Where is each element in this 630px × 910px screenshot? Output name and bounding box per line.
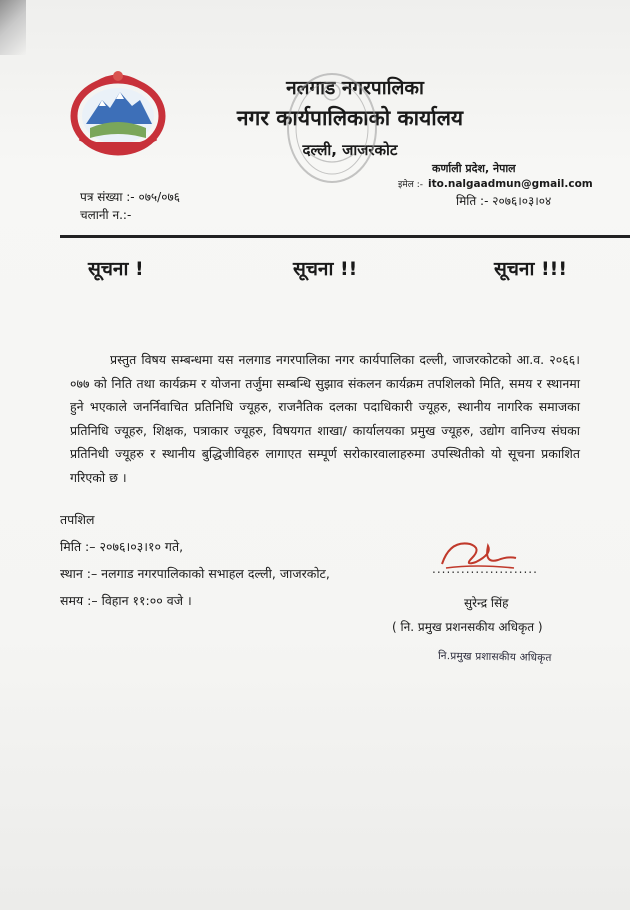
notice-title-3: सूचना !!! — [494, 258, 567, 280]
municipality-name: नलगाड नगरपालिका — [286, 77, 424, 99]
header-divider — [60, 235, 630, 238]
nepal-emblem-icon — [66, 66, 170, 156]
reference-number: पत्र संख्या :- ०७५/०७६ — [80, 190, 180, 204]
office-address: दल्ली, जाजरकोट — [302, 141, 398, 159]
dispatch-number: चलानी न.:- — [80, 208, 132, 222]
scan-shadow — [0, 0, 26, 55]
signature-line: ...................... — [432, 562, 538, 576]
office-seal-icon — [284, 70, 380, 188]
province: कर्णाली प्रदेश, नेपाल — [432, 162, 516, 175]
email-address: ito.nalgaadmun@gmail.com — [428, 178, 593, 190]
signatory-title: ( नि. प्रमुख प्रशनसकीय अधिकृत ) — [392, 620, 543, 634]
notice-paragraph: प्रस्तुत विषय सम्बन्धमा यस नलगाड नगरपालिका नगर कार्यपालिका दल्ली, जाजरकोटको आ.व. २०६६।०७७ को निति तथा कार्यक्रम र योजना तर्जुमा सम्बन्धि सुझाव संकलन कार्यक्रम तपशिलको मिति, समय र स्थानमा हुने भएकाले जनर्निवाचित प्रतिनिधि ज्यूहरु, राजनैतिक दलका पदाधिकारी ज्यूहरु, स्थानीय नागरिक समाजका प्रतिनिधि ज्यूहरु, शिक्षक, पत्राकार ज्यूहरु, विषयगत शाखा/ कार्यालयका प्रमुख ज्यूहरु, उद्योग वानिज्य संघका प्रतिनिधी ज्यूहरु र स्थानीय बुद्धिजीविहरु लागाएत सम्पूर्ण सरोकारवालाहरुमा उपस्थितीको यो सूचना प्रकाशित गरिएको छ । — [70, 352, 580, 485]
details-date: मिति :– २०७६।०३।१० गते, — [60, 539, 184, 554]
office-name: नगर कार्यपालिकाको कार्यालय — [236, 106, 464, 130]
details-time: समय :– विहान ११:०० वजे । — [60, 593, 192, 608]
notice-title-1: सूचना ! — [88, 258, 144, 280]
notice-title-2: सूचना !! — [293, 258, 358, 280]
designation-stamp: नि.प्रमुख प्रशासकीय अधिकृत — [437, 650, 552, 664]
details-venue: स्थान :– नलगाड नगरपालिकाको सभाहल दल्ली, जाजरकोट, — [60, 566, 330, 581]
signatory-name: सुरेन्द्र सिंह — [464, 596, 509, 610]
details-heading: तपशिल — [60, 512, 95, 527]
letter-date: मिति :- २०७६।०३।०४ — [456, 194, 552, 208]
email-line — [398, 177, 593, 190]
email-label: इमेल :- — [398, 180, 424, 190]
notice-body — [70, 348, 580, 489]
